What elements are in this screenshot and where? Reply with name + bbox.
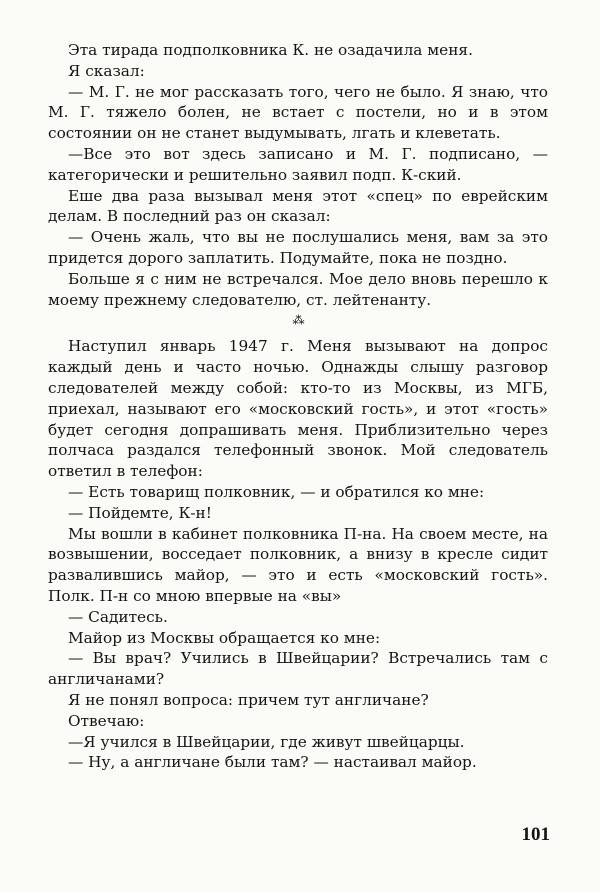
- paragraph: Отвечаю:: [68, 711, 145, 730]
- paragraph: — Вы врач? Учились в Швейцарии? Встречались там с англичанами?: [48, 649, 548, 689]
- paragraph: Еше два раза вызывал меня этот «спец» по еврейским делам. В последний раз он сказал:: [48, 186, 548, 226]
- paragraph: — Есть товарищ полковник, — и обратился ко мне:: [68, 482, 485, 501]
- page-text: [48, 40, 548, 773]
- paragraph: Больше я с ним не встречался. Мое дело вновь перешло к моему прежнему следователю, ст. лейтенанту.: [48, 269, 548, 309]
- paragraph: Эта тирада подполковника К. не озадачила меня.: [68, 41, 473, 59]
- paragraph: — Садитесь.: [68, 607, 168, 626]
- paragraph: Мы вошли в кабинет полковника П-на. На своем месте, на возвышении, восседает полковник, а внизу в кресле сидит развалившись майор, — это и есть «московский гость». Полк. П-н со мною впервые на «вы»: [48, 524, 548, 605]
- paragraph: — М. Г. не мог рассказать того, чего не было. Я знаю, что М. Г. тяжело болен, не встает с постели, но и в этом состоянии он не станет выдумывать, лгать и клеветать.: [48, 82, 548, 143]
- paragraph: — Очень жаль, что вы не послушались меня, вам за это придется дорого заплатить. Подумайте, пока не поздно.: [48, 228, 548, 267]
- paragraph: Майор из Москвы обращается ко мне:: [68, 628, 381, 647]
- paragraph: —Я учился в Швейцарии, где живут швейцарцы.: [68, 732, 465, 751]
- paragraph: — Ну, а англичане были там? — настаивал майор.: [68, 753, 477, 772]
- paragraph: Наступил январь 1947 г. Меня вызывают на допрос каждый день и часто ночью. Однажды слышу разговор следователей между собой: кто-то из Москвы, из МГБ, приехал, называют его «московский гость», и этот «гость» будет сегодня допрашивать меня. Приблизительно через полчаса раздался телефонный звонок. Мой следователь ответил в телефон:: [48, 337, 548, 481]
- paragraph: Я не понял вопроса: причем тут англичане?: [68, 690, 429, 709]
- paragraph: Я сказал:: [68, 61, 145, 80]
- paragraph: — Пойдемте, К-н!: [68, 503, 212, 522]
- section-separator: ⁂: [292, 313, 304, 328]
- paragraph: —Все это вот здесь записано и М. Г. подписано, — категорически и решительно заявил подп. К-ский.: [48, 144, 548, 184]
- page-number: 101: [521, 824, 550, 845]
